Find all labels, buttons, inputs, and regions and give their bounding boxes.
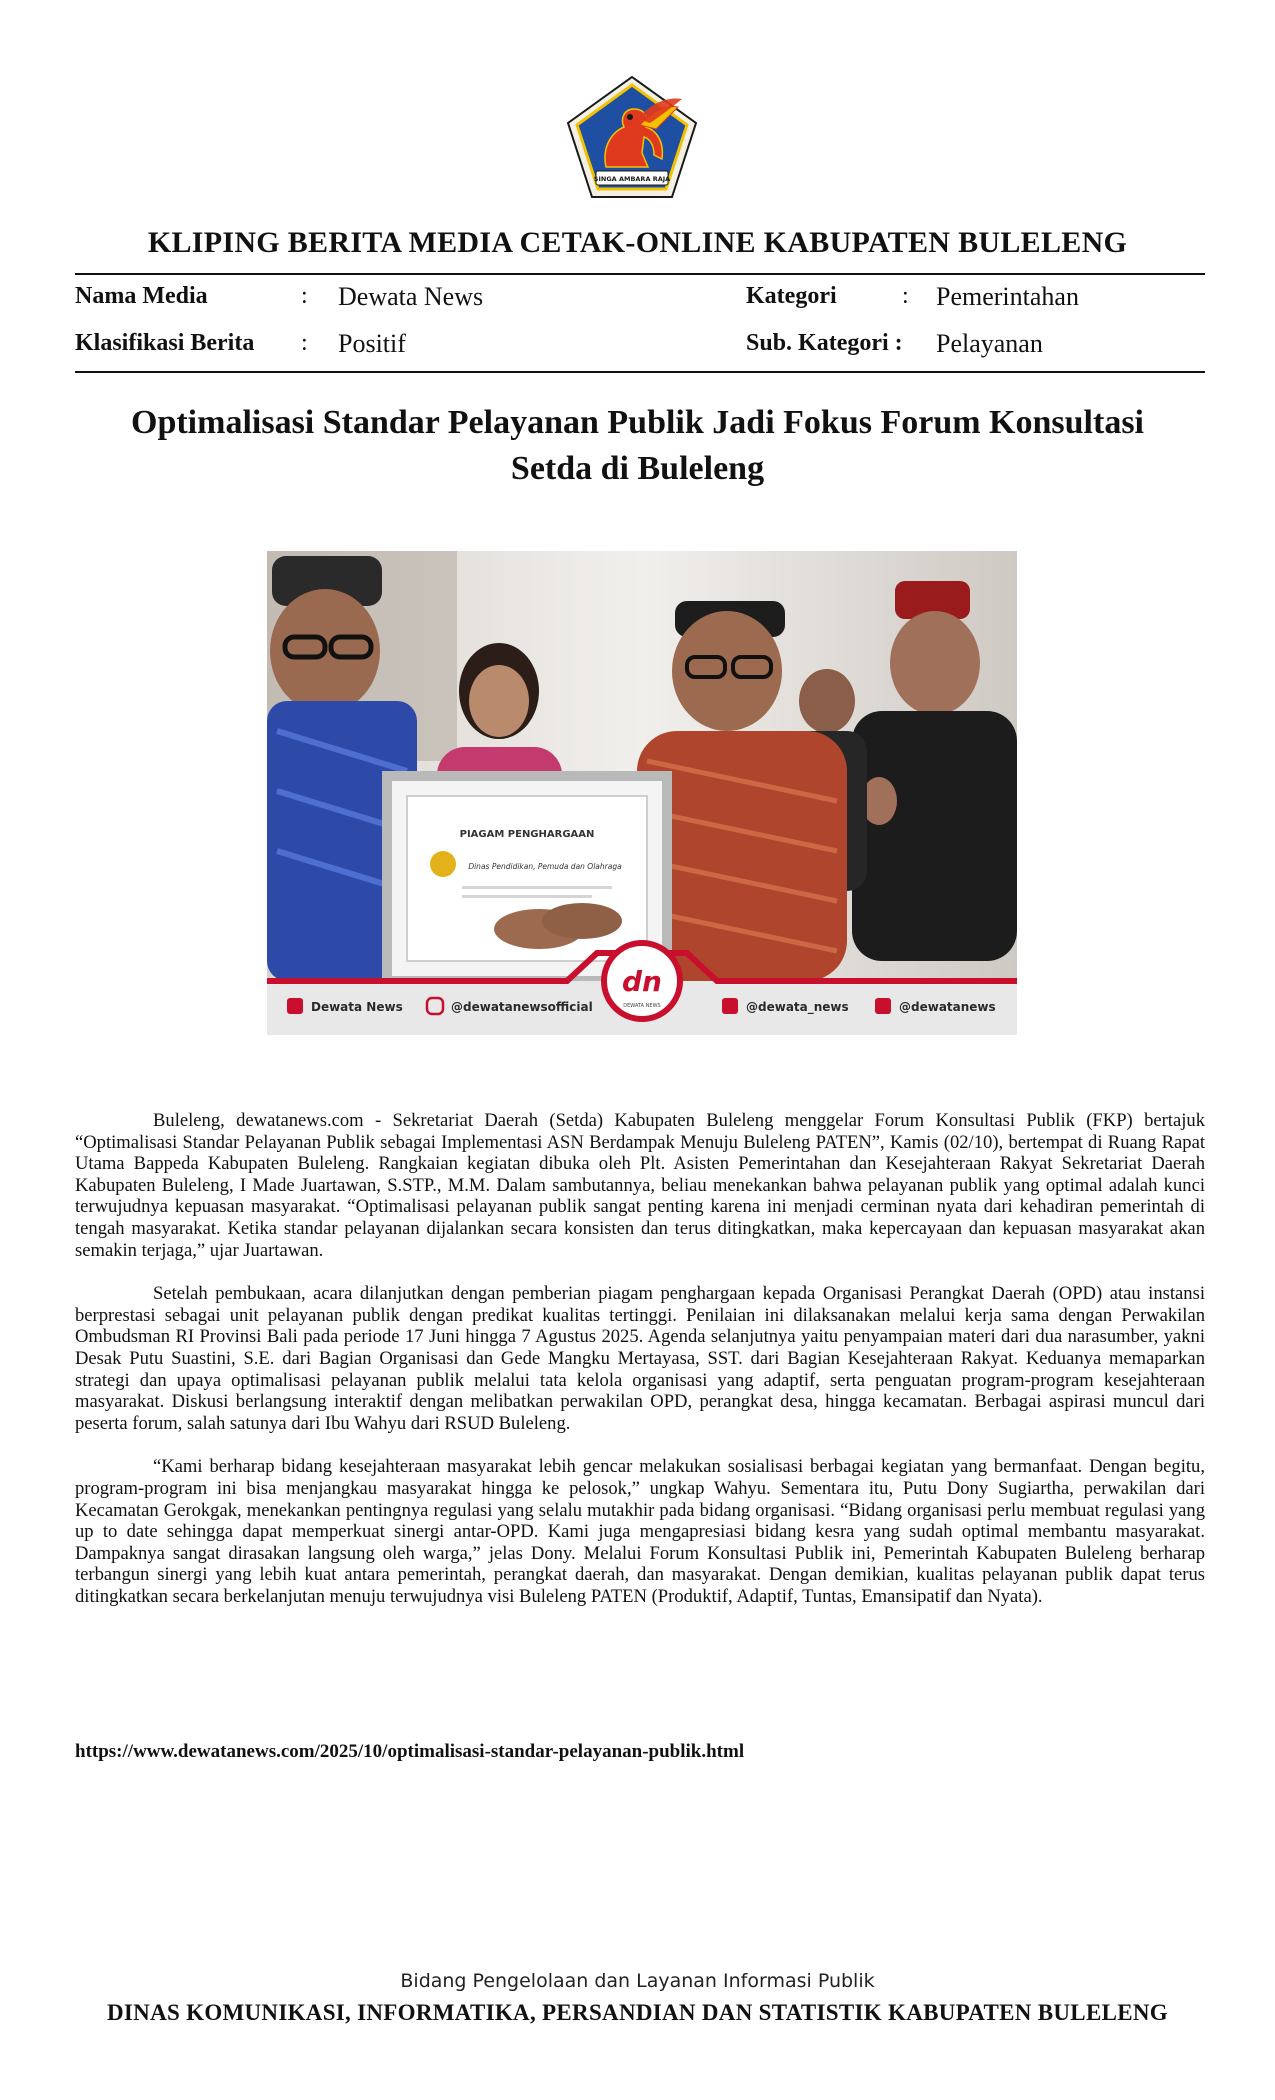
nama-media-value: Dewata News [338,282,484,311]
colon: : [301,283,308,309]
clipping-title: KLIPING BERITA MEDIA CETAK-ONLINE KABUPATEN BULELENG [147,226,1128,259]
article-body [75,1110,1205,1629]
news-photo [267,551,1017,1035]
footer-title: DINAS KOMUNIKASI, INFORMATIKA, PERSANDIAN DAN STATISTIK KABUPATEN BULELENG [107,2000,1168,2025]
social-instagram: @dewatanewsofficial [451,1000,593,1014]
kategori-value: Pemerintahan [936,282,1079,311]
social-facebook: Dewata News [311,1000,403,1014]
sub-kategori-value: Pelayanan [936,329,1043,358]
colon: : [301,330,308,356]
article-paragraph: Setelah pembukaan, acara dilanjutkan dengan pemberian piagam penghargaan kepada Organisasi Perangkat Daerah (OPD) atau instansi berprestasi sebagai unit pelayanan publik dengan predikat kualitas tertinggi. Penilaian ini dilaksanakan melalui kerja sama dengan Perwakilan Ombudsman RI Provinsi Bali pada periode 17 Juni hingga 7 Agustus 2025. Agenda selanjutnya yaitu penyampaian materi dari dua narasumber, yakni Desak Putu Suastini, S.E. dari Bagian Organisasi dan Gede Mangku Mertayasa, SST. dari Bagian Kesejahteraan Rakyat. Keduanya memaparkan strategi dan upaya optimalisasi pelayanan publik melalui tata kelola organisasi yang adaptif, serta penguatan program-program kesejahteraan masyarakat. Diskusi berlangsung interaktif dengan melibatkan perwakilan OPD, perangkat desa, hingga kecamatan. Berbagai aspirasi muncul dari peserta forum, salah satunya dari Ibu Wahyu dari RSUD Buleleng. [75,1283,1205,1434]
emblem-motto: SINGA AMBARA RAJA [593,175,671,183]
article-paragraph: Buleleng, dewatanews.com - Sekretariat Daerah (Setda) Kabupaten Buleleng menggelar Forum Konsultasi Publik (FKP) bertajuk “Optimalisasi Standar Pelayanan Publik sebagai Implementasi ASN Berdampak Menuju Buleleng PATEN”, Kamis (02/10), bertempat di Ruang Rapat Utama Bappeda Kabupaten Buleleng. Rangkaian kegiatan dibuka oleh Plt. Asisten Pemerintahan dan Kesejahteraan Rakyat Sekretariat Daerah Kabupaten Buleleng, I Made Juartawan, S.STP., M.M. Dalam sambutannya, beliau menekankan bahwa pelayanan publik yang optimal adalah kunci terwujudnya kepuasan masyarakat. “Optimalisasi pelayanan publik sangat penting karena ini menjadi cerminan nyata dari kehadiran pemerintah di tengah masyarakat. Ketika standar pelayanan dijalankan secara konsisten dan terus ditingkatkan, maka kepercayaan dan kepuasan masyarakat akan semakin terjaga,” ujar Juartawan. [75,1110,1205,1261]
divider-bottom [75,371,1205,373]
kategori-label: Kategori [746,283,837,309]
article-paragraph: “Kami berharap bidang kesejahteraan masyarakat lebih gencar melakukan sosialisasi berbagai kegiatan yang bermanfaat. Dengan begitu, program-program ini bisa menjangkau masyarakat hingga ke pelosok,” ungkap Wahyu. Sementara itu, Putu Dony Sugiartha, perwakilan dari Kecamatan Gerokgak, menekankan pentingnya regulasi yang selalu mutakhir pada bidang organisasi. “Bidang organisasi perlu membuat regulasi yang up to date sehingga dapat memperkuat sinergi antar-OPD. Kami juga mengapresiasi bidang kesra yang sudah optimal membantu masyarakat. Dampaknya sangat dirasakan langsung oleh warga,” jelas Dony. Melalui Forum Konsultasi Publik ini, Pemerintah Kabupaten Buleleng berharap terbangun sinergi yang lebih kuat antara pemerintah, perangkat daerah, dan masyarakat. Dengan demikian, kualitas pelayanan publik dapat terus ditingkatkan secara berkelanjutan menuju terwujudnya visi Buleleng PATEN (Produktif, Adaptif, Tuntas, Emansipatif dan Nyata). [75,1456,1205,1607]
source-url-link[interactable]: https://www.dewatanews.com/2025/10/optimalisasi-standar-pelayanan-publik.html [75,1741,745,1762]
nama-media-label: Nama Media [75,283,208,309]
twitter-icon [722,998,738,1014]
klasifikasi-value: Positif [338,329,406,358]
brand-logo: dn [622,965,662,998]
social-tiktok: @dewatanews [899,1000,996,1014]
sub-kategori-label: Sub. Kategori : [746,330,903,356]
article-headline: Optimalisasi Standar Pelayanan Publik Jadi Fokus Forum Konsultasi Setda di Buleleng [131,404,1144,487]
facebook-icon [287,998,303,1014]
social-twitter: @dewata_news [746,1000,849,1014]
certificate-recipient: Dinas Pendidikan, Pemuda dan Olahraga [468,862,622,871]
klasifikasi-label: Klasifikasi Berita [75,330,255,356]
certificate-title: PIAGAM PENGHARGAAN [459,829,595,840]
footer-subtitle: Bidang Pengelolaan dan Layanan Informasi Publik [400,1970,875,1992]
brand-logo-sub: DEWATA NEWS [623,1003,661,1009]
divider-top [75,273,1205,275]
colon: : [902,283,909,309]
tiktok-icon [875,998,891,1014]
buleleng-emblem-logo [566,75,698,200]
